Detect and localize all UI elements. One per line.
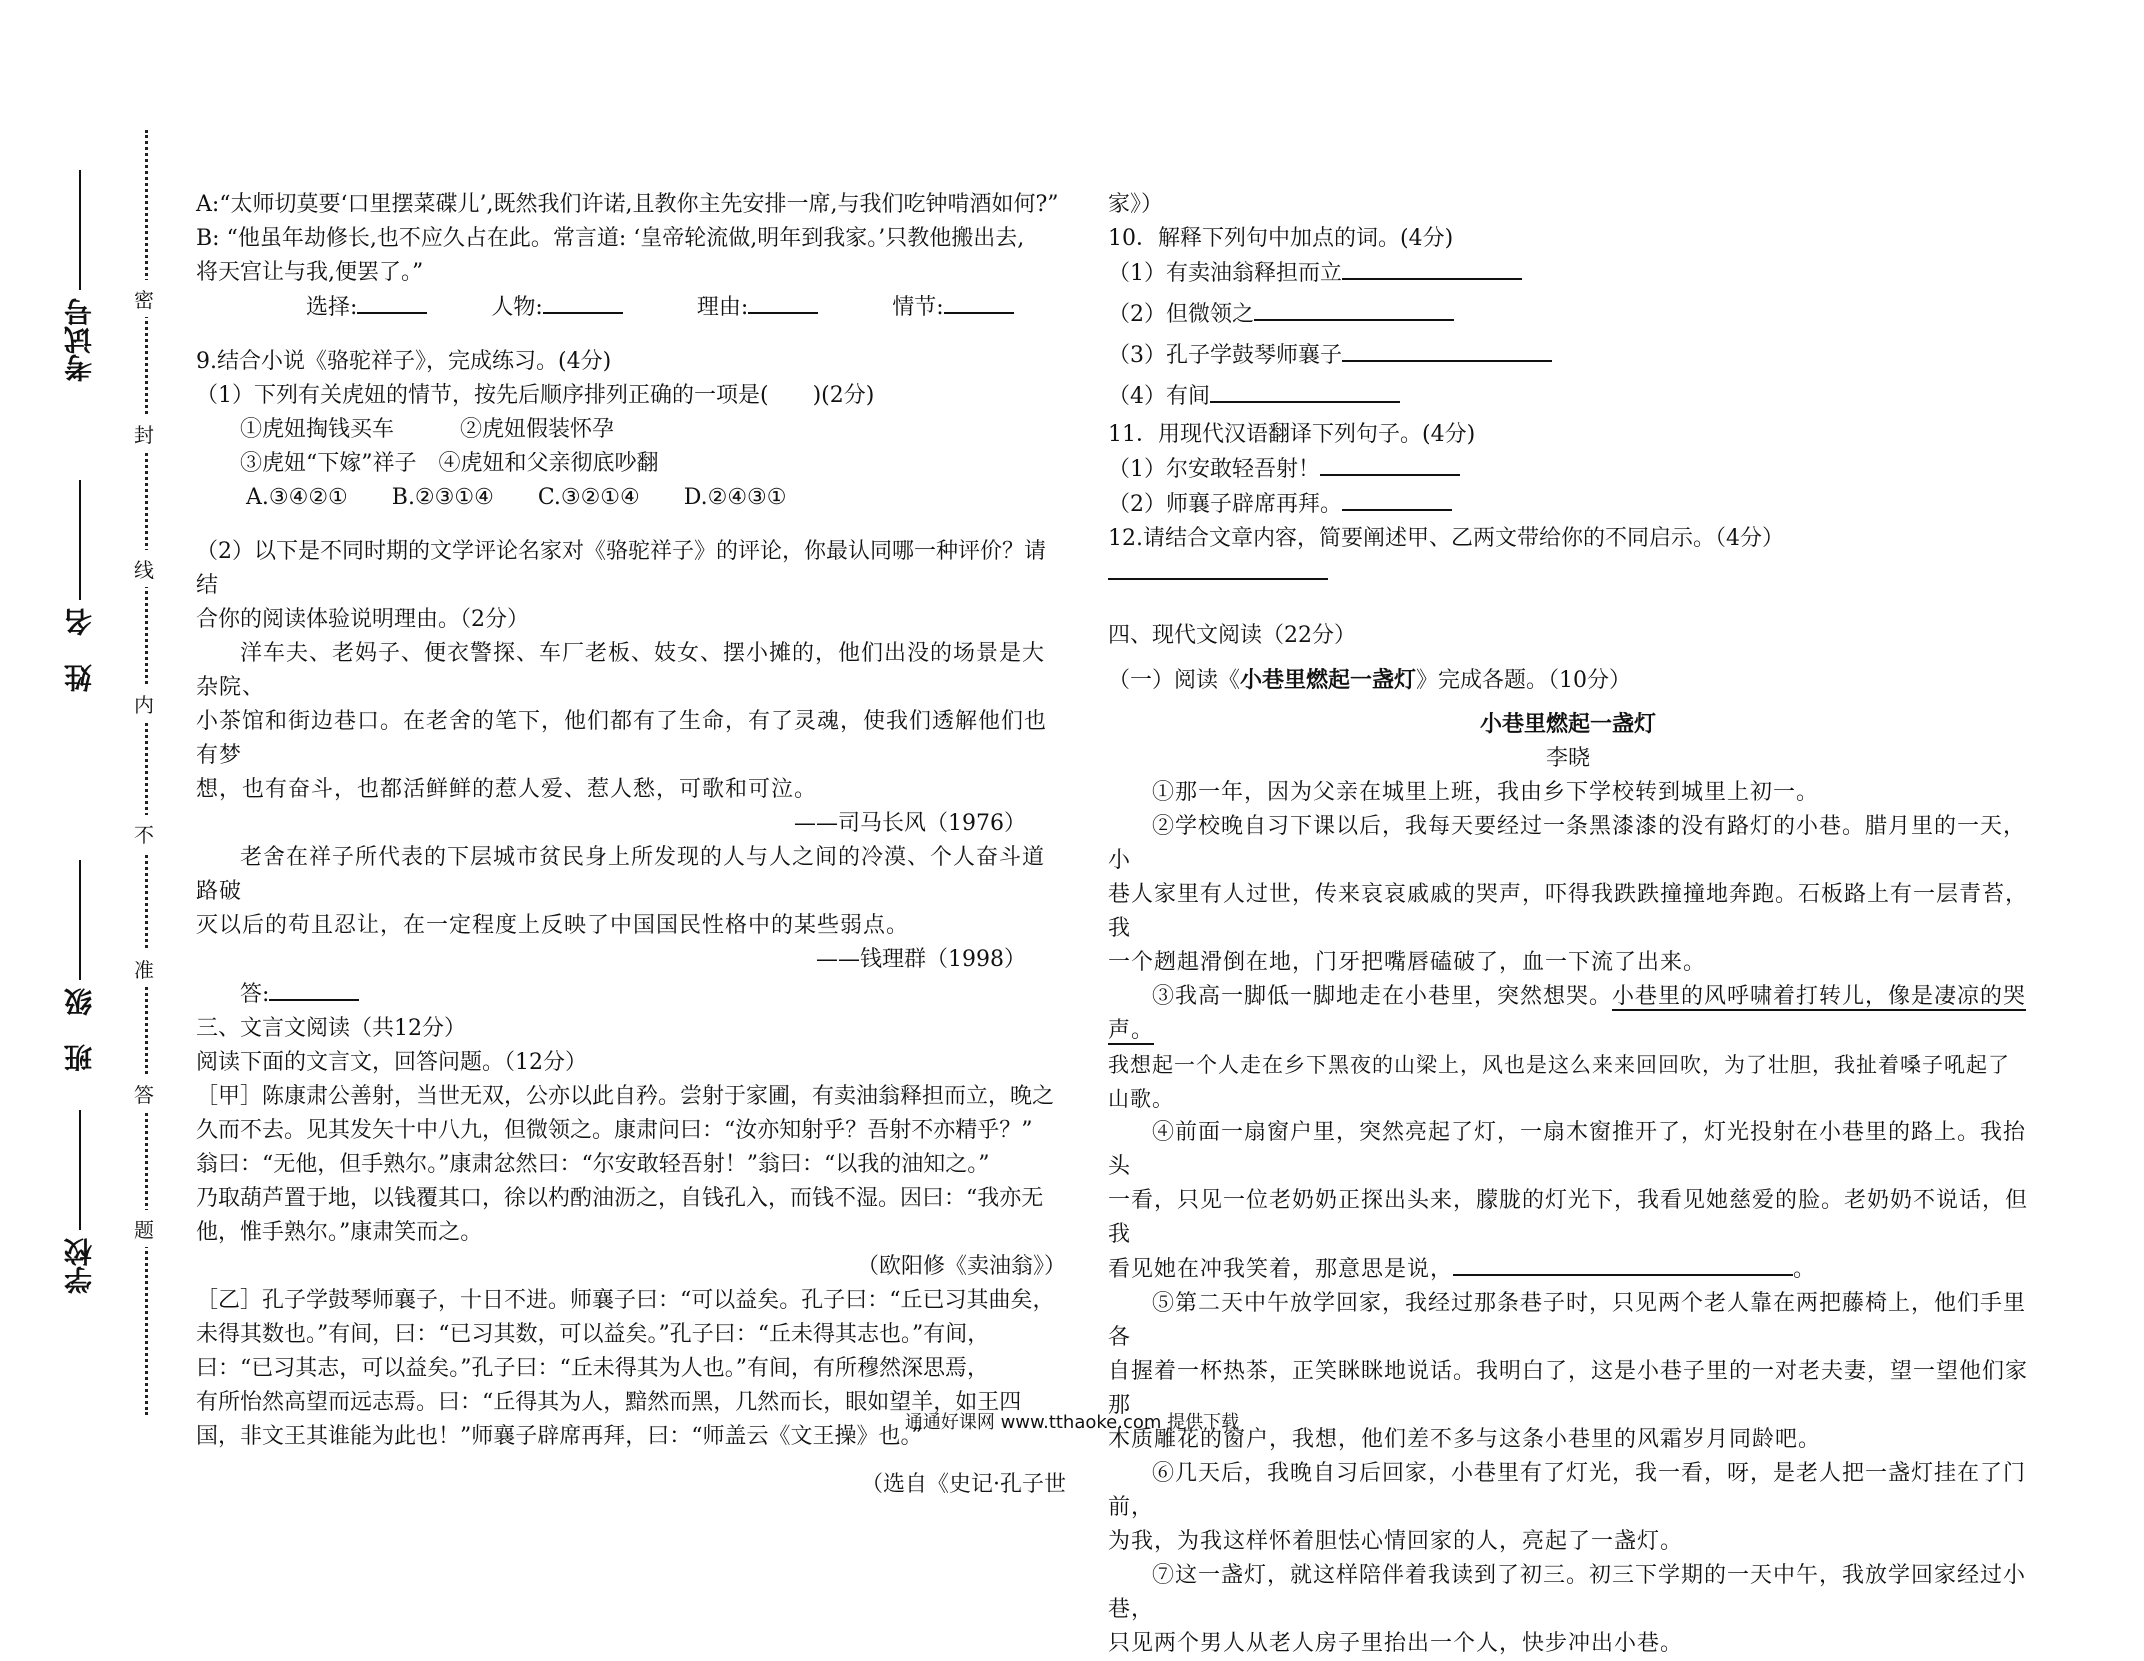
passage-yi-source: （选自《史记·孔子世 bbox=[861, 1472, 1066, 1497]
answer-blank[interactable] bbox=[1453, 1252, 1793, 1276]
paragraph-2: ②学校晚自习下课以后，我每天要经过一条黑漆漆的没有路灯的小巷。腊月里的一天，小 bbox=[1108, 814, 2027, 873]
right-column bbox=[1108, 188, 2028, 1661]
quote-1-cont: 想，也有奋斗，也都活鲜鲜的惹人爱、惹人愁，可歌和可泣。 bbox=[196, 777, 818, 802]
q9-2-cont: 合你的阅读体验说明理由。（2分） bbox=[196, 607, 529, 632]
answer-blank[interactable] bbox=[543, 290, 623, 314]
answer-blank[interactable] bbox=[1108, 556, 1328, 580]
seal-char: 不 bbox=[134, 815, 154, 852]
q8-option-b: B: “他虽年劫修长,也不应久占在此。常言道: ‘皇帝轮流做,明年到我家。’只教他搬出去, bbox=[196, 226, 1025, 251]
paragraph-6-cont: 为我，为我这样怀着胆怯心情回家的人，亮起了一盏灯。 bbox=[1108, 1529, 1684, 1554]
paragraph-6: ⑥几天后，我晚自习后回家，小巷里有了灯光，我一看，呀，是老人把一盏灯挂在了门前， bbox=[1108, 1461, 2027, 1520]
q9-1-choices: A.③④②① B.②③①④ C.③②①④ D.②④③① bbox=[246, 485, 787, 510]
passage-jia-cont: 翁曰：“无他，但手熟尔。”康肃忿然曰：“尔安敢轻吾射！”翁曰：“以我的油知之。” bbox=[196, 1152, 990, 1177]
passage-jia-cont: 久而不去。见其发矢十中八九，但微领之。康肃问曰：“汝亦知射乎？吾射不亦精乎？” bbox=[196, 1118, 1033, 1143]
passage-yi: ［乙］孔子学鼓琴师襄子，十日不进。师襄子曰：“可以益矣。孔子曰：“丘已习其曲矣， bbox=[196, 1288, 1055, 1313]
paragraph-4: ④前面一扇窗户里，突然亮起了灯，一扇木窗推开了，灯光投射在小巷里的路上。我抬头 bbox=[1108, 1120, 2027, 1179]
paragraph-1: ①那一年，因为父亲在城里上班，我由乡下学校转到城里上初一。 bbox=[1152, 780, 1820, 805]
answer-blank[interactable] bbox=[944, 290, 1014, 314]
passage-yi-cont: 有所怡然高望而远志焉。曰：“丘得其为人，黯然而黑，几然而长，眼如望羊，如王四 bbox=[196, 1390, 1022, 1415]
paragraph-5-cont: 木质雕花的窗户，我想，他们差不多与这条小巷里的风霜岁月同龄吧。 bbox=[1108, 1427, 1822, 1452]
seal-char: 答 bbox=[134, 1075, 154, 1112]
paragraph-5-cont: 自握着一杯热茶，正笑眯眯地说话。我明白了，这是小巷子里的一对老夫妻，望一望他们家那 bbox=[1108, 1359, 2029, 1418]
q9-title: 9.结合小说《骆驼祥子》，完成练习。(4分) bbox=[196, 349, 612, 374]
section-3-intro: 阅读下面的文言文，回答问题。（12分） bbox=[196, 1050, 587, 1075]
quote-2: 老舍在祥子所代表的下层城市贫民身上所发现的人与人之间的冷漠、个人奋斗道路破 bbox=[196, 845, 1046, 904]
paragraph-5: ⑤第二天中午放学回家，我经过那条巷子时，只见两个老人靠在两把藤椅上，他们手里各 bbox=[1108, 1291, 2027, 1350]
school-label: 学校 bbox=[60, 1110, 100, 1294]
passage-jia-cont: 他，惟手熟尔。”康肃笑而之。 bbox=[196, 1220, 483, 1245]
q9-1-options-line1: ①虎妞掏钱买车 ②虎妞假装怀孕 bbox=[240, 417, 615, 442]
q8-option-b-cont: 将天宫让与我,便罢了。” bbox=[196, 260, 424, 285]
paragraph-4-cont: 看见她在冲我笑着，那意思是说， 。 bbox=[1108, 1252, 2028, 1287]
left-column bbox=[196, 188, 1066, 1502]
section-3-title: 三、文言文阅读（共12分） bbox=[196, 1016, 466, 1041]
answer-blank[interactable] bbox=[748, 290, 818, 314]
paragraph-7-cont: 只见两个男人从老人房子里抬出一个人，快步冲出小巷。 bbox=[1108, 1631, 1684, 1656]
q9-1: （1）下列有关虎妞的情节，按先后顺序排列正确的一项是( )(2分) bbox=[196, 383, 875, 408]
passage-jia-source: （欧阳修《卖油翁》） bbox=[856, 1254, 1066, 1279]
exam-number-label: 考试号 bbox=[60, 170, 100, 382]
passage-yi-source-cont: 家》） bbox=[1108, 192, 1164, 217]
q11-title: 11．用现代汉语翻译下列句子。(4分) bbox=[1108, 422, 1476, 447]
paragraph-2-cont: 巷人家里有人过世，传来哀哀戚戚的哭声，吓得我跌跌撞撞地奔跑。石板路上有一层青苔，我 bbox=[1108, 882, 2029, 941]
seal-char: 题 bbox=[134, 1210, 154, 1247]
name-label: 姓 名 bbox=[60, 480, 100, 692]
paragraph-3: ③我高一脚低一脚地走在小巷里，突然想哭。小巷里的风呼啸着打转儿，像是凄凉的哭声。 bbox=[1108, 984, 2027, 1043]
paragraph-4-cont: 一看，只见一位老奶奶正探出头来，朦胧的灯光下，我看见她慈爱的脸。老奶奶不说话，但我 bbox=[1108, 1188, 2029, 1247]
q10-3: （3）孔子学鼓琴师襄子 bbox=[1108, 338, 2028, 373]
passage-yi-cont: 未得其数也。”有间，曰：“已习其数，可以益矣。”孔子曰：“丘未得其志也。”有间， bbox=[196, 1322, 990, 1347]
answer-line: 答: bbox=[196, 977, 1066, 1012]
q10-4: （4）有间 bbox=[1108, 379, 2028, 414]
q11-1: （1）尔安敢轻吾射！ bbox=[1108, 452, 2028, 487]
answer-blank[interactable] bbox=[1254, 297, 1454, 321]
seal-char: 封 bbox=[134, 415, 154, 452]
passage-jia: ［甲］陈康肃公善射，当世无双，公亦以此自矜。尝射于家圃，有卖油翁释担而立，晚之 bbox=[196, 1084, 1055, 1109]
answer-blank[interactable] bbox=[1342, 338, 1552, 362]
answer-blank[interactable] bbox=[357, 290, 427, 314]
q12-title: 12.请结合文章内容，简要阐述甲、乙两文带给你的不同启示。（4分） bbox=[1108, 526, 1784, 551]
q8-fill-row: 选择: 人物: 理由: 情节: bbox=[196, 290, 1066, 325]
answer-blank[interactable] bbox=[1342, 487, 1452, 511]
q8-option-a: A:“太师切莫要‘口里摆菜碟儿’,既然我们许诺,且教你主先安排一席,与我们吃钟啃酒如何?” bbox=[196, 192, 1059, 217]
seal-char: 内 bbox=[134, 685, 154, 722]
quote-1: 洋车夫、老妈子、便衣警探、车厂老板、妓女、摆小摊的，他们出没的场景是大杂院、 bbox=[196, 641, 1046, 700]
paragraph-2-cont: 一个趔趄滑倒在地，门牙把嘴唇磕破了，血一下流了出来。 bbox=[1108, 950, 1707, 975]
q12-answer bbox=[1108, 556, 2028, 591]
binding-margin bbox=[0, 0, 190, 1512]
quote-1-source: ——司马长风（1976） bbox=[794, 811, 1026, 836]
paragraph-7: ⑦这一盏灯，就这样陪伴着我读到了初三。初三下学期的一天中午，我放学回家经过小巷， bbox=[1108, 1563, 2027, 1622]
section-4-title: 四、现代文阅读（22分） bbox=[1108, 623, 1356, 648]
class-label: 班 级 bbox=[60, 860, 100, 1072]
q9-1-options-line2: ③虎妞“下嫁”祥子 ④虎妞和父亲彻底吵翻 bbox=[240, 451, 659, 476]
seal-char: 准 bbox=[134, 950, 154, 987]
answer-blank[interactable] bbox=[269, 977, 359, 1001]
article-author: 李晓 bbox=[1545, 746, 1590, 771]
quote-1-cont: 小茶馆和街边巷口。在老舍的笔下，他们都有了生命，有了灵魂，使我们透解他们也有梦 bbox=[196, 709, 1048, 768]
q10-2: （2）但微领之 bbox=[1108, 297, 2028, 332]
paragraph-3-cont: 我想起一个人走在乡下黑夜的山梁上，风也是这么来来回回吹，为了壮胆，我扯着嗓子吼起了山歌。 bbox=[1108, 1053, 2010, 1111]
seal-char: 线 bbox=[134, 550, 154, 587]
q9-2: （2）以下是不同时期的文学评论名家对《骆驼祥子》的评论，你最认同哪一种评价？请结 bbox=[196, 539, 1046, 598]
answer-blank[interactable] bbox=[1210, 379, 1400, 403]
passage-jia-cont: 乃取葫芦置于地，以钱覆其口，徐以杓酌油沥之，自钱孔入，而钱不湿。因曰：“我亦无 bbox=[196, 1186, 1044, 1211]
footer-source: 通通好课网 www.tthaoke.com 提供下载 bbox=[904, 1412, 1240, 1433]
article-title: 小巷里燃起一盏灯 bbox=[1479, 712, 1656, 737]
answer-blank[interactable] bbox=[1342, 256, 1522, 280]
quote-2-cont: 灭以后的苟且忍让，在一定程度上反映了中国国民性格中的某些弱点。 bbox=[196, 913, 910, 938]
passage-yi-cont: 曰：“已习其志，可以益矣。”孔子曰：“丘未得其为人也。”有间，有所穆然深思焉， bbox=[196, 1356, 989, 1381]
quote-2-source: ——钱理群（1998） bbox=[816, 947, 1026, 972]
seal-char: 密 bbox=[134, 280, 154, 317]
section-4-part-1: （一）阅读《小巷里燃起一盏灯》完成各题。（10分） bbox=[1108, 667, 1632, 693]
q10-title: 10．解释下列句中加点的词。(4分) bbox=[1108, 226, 1454, 251]
passage-yi-cont: 国，非文王其谁能为此也！”师襄子辟席再拜，曰：“师盖云《文王操》也。” bbox=[196, 1424, 923, 1449]
q11-2: （2）师襄子辟席再拜。 bbox=[1108, 487, 2028, 522]
answer-blank[interactable] bbox=[1320, 452, 1460, 476]
q10-1: （1）有卖油翁释担而立 bbox=[1108, 256, 2028, 291]
underlined-sentence: 小巷里的风呼啸着打转儿，像是凄凉的哭声。 bbox=[1108, 984, 2027, 1043]
